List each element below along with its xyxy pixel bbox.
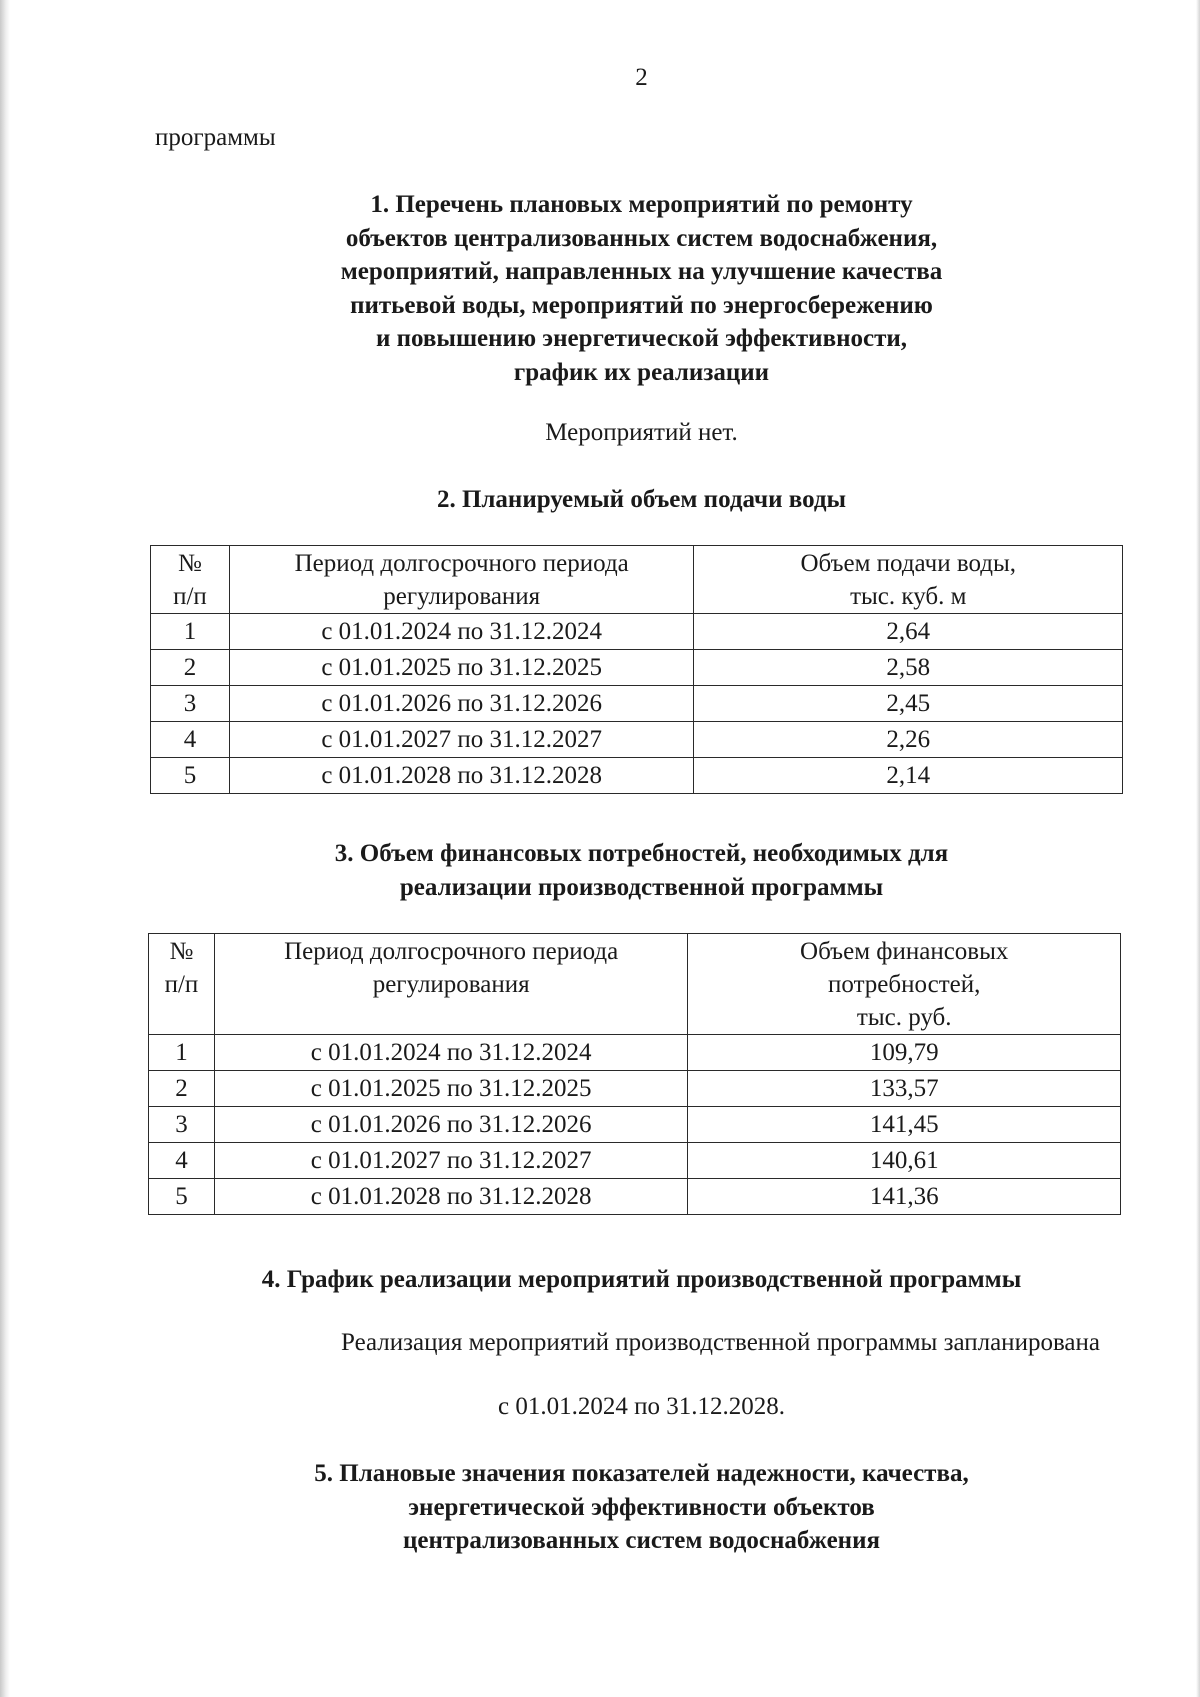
header-cell-volume: Объем подачи воды, тыс. куб. м (694, 546, 1123, 614)
row-number-cell: 3 (149, 1107, 215, 1143)
row-value-cell: 141,36 (688, 1179, 1121, 1215)
table-row (151, 614, 1123, 650)
section4-heading (0, 1263, 1200, 1297)
section1-heading (0, 188, 1200, 389)
section1-heading-line: мероприятий, направленных на улучшение качества (340, 258, 943, 285)
table-row (149, 1035, 1121, 1071)
table-row (149, 1107, 1121, 1143)
header-cell-number: № п/п (149, 934, 215, 1035)
water-supply-table (150, 545, 1123, 794)
row-value-cell: 109,79 (688, 1035, 1121, 1071)
header-cell-finance: Объем финансовых потребностей, тыс. руб. (688, 934, 1121, 1035)
table-row (151, 722, 1123, 758)
row-period-cell: с 01.01.2027 по 31.12.2027 (214, 1143, 688, 1179)
section3-heading-line: реализации производственной программы (399, 873, 884, 901)
section1-heading-line: 1. Перечень плановых мероприятий по ремонту (370, 191, 913, 218)
header-cell-number: № п/п (151, 546, 230, 614)
row-value-cell: 2,45 (694, 686, 1123, 722)
page-number: 2 (635, 64, 648, 91)
section1-heading-line: питьевой воды, мероприятий по энергосбережению (350, 291, 933, 319)
row-number-cell: 5 (149, 1179, 215, 1215)
section5-heading-line: централизованных систем водоснабжения (402, 1527, 880, 1554)
row-value-cell: 2,64 (694, 614, 1123, 650)
row-number-cell: 1 (151, 614, 230, 650)
row-period-cell: с 01.01.2028 по 31.12.2028 (229, 758, 694, 794)
row-number-cell: 2 (149, 1071, 215, 1107)
row-period-cell: с 01.01.2024 по 31.12.2024 (229, 614, 694, 650)
section4-heading-line: 4. График реализации мероприятий производственной программы (261, 1266, 1022, 1293)
row-period-cell: с 01.01.2026 по 31.12.2026 (214, 1107, 688, 1143)
section2-heading (0, 483, 1200, 517)
table-row (149, 1179, 1121, 1215)
row-value-cell: 2,26 (694, 722, 1123, 758)
row-number-cell: 2 (151, 650, 230, 686)
table-row (151, 686, 1123, 722)
section3-heading-line: 3. Объем финансовых потребностей, необходимых для (334, 840, 949, 867)
row-number-cell: 5 (151, 758, 230, 794)
table-row (151, 758, 1123, 794)
row-number-cell: 4 (149, 1143, 215, 1179)
section4-body-line2: с 01.01.2024 по 31.12.2028. (498, 1393, 785, 1420)
section2-heading-line: 2. Планируемый объем подачи воды (436, 486, 847, 513)
row-period-cell: с 01.01.2027 по 31.12.2027 (229, 722, 694, 758)
table-row (149, 1143, 1121, 1179)
row-period-cell: с 01.01.2024 по 31.12.2024 (214, 1035, 688, 1071)
row-value-cell: 141,45 (688, 1107, 1121, 1143)
row-value-cell: 140,61 (688, 1143, 1121, 1179)
table-header-row (149, 934, 1121, 1035)
table-row (151, 650, 1123, 686)
table-header-row (151, 546, 1123, 614)
table-row (149, 1071, 1121, 1107)
section1-heading-line: график их реализации (513, 358, 770, 386)
row-value-cell: 2,14 (694, 758, 1123, 794)
header-cell-period: Период долгосрочного периода регулирования (214, 934, 688, 1035)
row-period-cell: с 01.01.2028 по 31.12.2028 (214, 1179, 688, 1215)
section3-heading (0, 837, 1200, 904)
section1-heading-line: и повышению энергетической эффективности, (375, 325, 908, 352)
section1-heading-line: объектов централизованных систем водоснабжения, (345, 224, 938, 252)
header-cell-period: Период долгосрочного периода регулирования (229, 546, 694, 614)
financial-needs-table (148, 933, 1121, 1215)
row-number-cell: 1 (149, 1035, 215, 1071)
row-period-cell: с 01.01.2025 по 31.12.2025 (214, 1071, 688, 1107)
row-value-cell: 2,58 (694, 650, 1123, 686)
carry-over-text: программы (155, 124, 276, 151)
row-period-cell: с 01.01.2026 по 31.12.2026 (229, 686, 694, 722)
section5-heading-line: 5. Плановые значения показателей надежности, качества, (314, 1460, 969, 1487)
section4-body-line1: Реализация мероприятий производственной программы запланирована (341, 1329, 1100, 1356)
section1-body: Мероприятий нет. (545, 419, 738, 446)
section5-heading-line: энергетической эффективности объектов (408, 1493, 875, 1521)
row-value-cell: 133,57 (688, 1071, 1121, 1107)
row-number-cell: 3 (151, 686, 230, 722)
section5-heading (0, 1457, 1200, 1558)
row-number-cell: 4 (151, 722, 230, 758)
row-period-cell: с 01.01.2025 по 31.12.2025 (229, 650, 694, 686)
